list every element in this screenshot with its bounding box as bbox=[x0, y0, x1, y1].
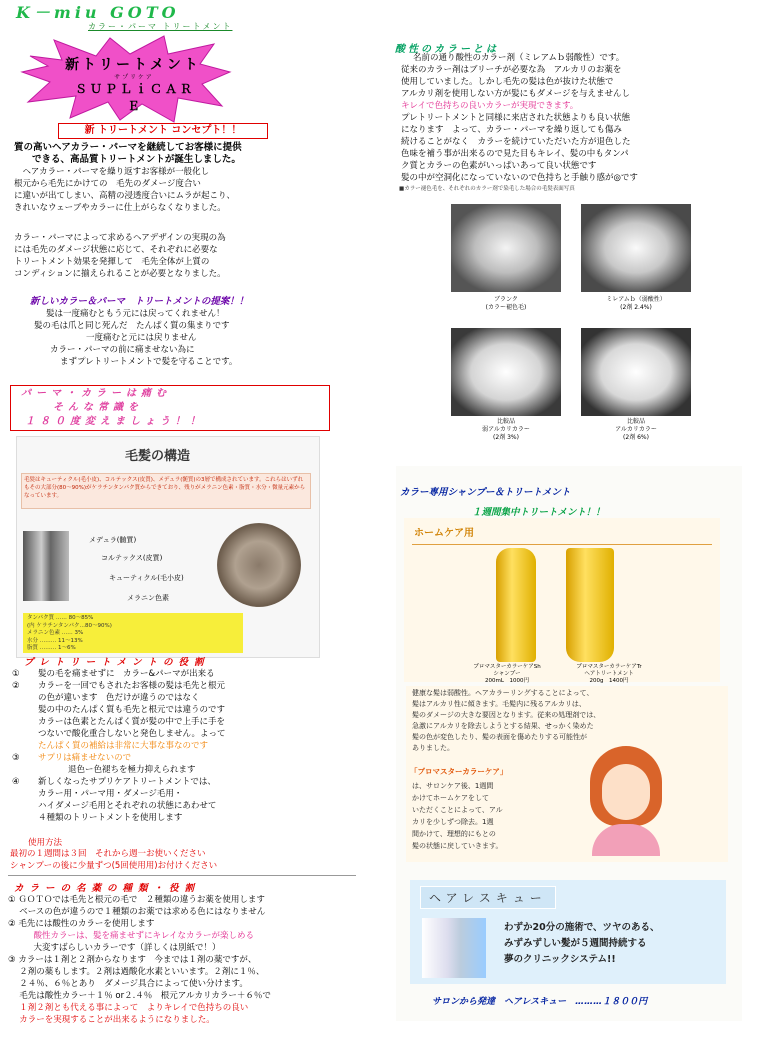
slogan-line-2: そんな常識を bbox=[53, 402, 143, 413]
text-line: ク質とカラーの色素がいっぱいあって良い状態です bbox=[401, 161, 597, 171]
care-lines bbox=[34, 308, 237, 368]
hair-rescue-product bbox=[422, 918, 486, 978]
label-cortex: コルテックス(皮質) bbox=[101, 554, 163, 562]
text-line: は、サロンケア後、1週間 bbox=[412, 782, 494, 790]
text-line: ヘアカラー・パーマを繰り返すお客様が一般化し bbox=[14, 167, 210, 177]
text-line: ありました。 bbox=[412, 744, 454, 752]
concept-paragraph-1 bbox=[14, 142, 242, 214]
text-line: できる、高品質トリートメントが誕生しました。 bbox=[32, 154, 241, 165]
text-line: ② 毛先には酸性のカラーを使用します bbox=[8, 919, 155, 929]
care-heading: 新しいカラー＆パーマ トリートメントの提案！！ bbox=[30, 296, 249, 307]
product-size: 200mL 1000円 bbox=[485, 678, 529, 684]
text-line: 夢のクリニックシステム!! bbox=[504, 954, 616, 965]
slogan-line-3: １８０度変えましょう！！ bbox=[25, 416, 205, 427]
text-line: カラー用・パーマ用・ダメージ毛用・ bbox=[38, 789, 183, 799]
product-treatment-caption bbox=[554, 664, 664, 685]
text-line: プレトリートメントと同様に来店された状態よりも良い状態 bbox=[401, 113, 631, 123]
divider bbox=[412, 544, 712, 545]
description-text bbox=[412, 688, 600, 754]
hair-rescue-title: ヘアレスキュー bbox=[420, 886, 556, 909]
label-text: (カラー褪色毛) bbox=[485, 304, 527, 311]
hair-strand-illustration bbox=[23, 531, 69, 601]
text-line: カラー・パーマの前に痛ませない為に bbox=[50, 345, 195, 355]
pre-item-2 bbox=[12, 680, 226, 752]
text-line: 髪は一度痛むともう元には戻ってくれません！ bbox=[46, 309, 225, 319]
label-text: アルカリカラー bbox=[615, 426, 657, 433]
text-line: いただくことによって、アル bbox=[412, 806, 503, 814]
text-line: 間かけて、理想的にもとの bbox=[412, 830, 496, 838]
hair-rescue-box bbox=[410, 880, 726, 984]
text-line: 大変すばらしいカラーです（詳しくは別紙で！） bbox=[8, 943, 221, 953]
text-line: 質の高いヘアカラー・パーマを継続してお客様に提供 bbox=[14, 142, 242, 153]
composition-row: 脂質 ……… 1〜6% bbox=[27, 645, 76, 651]
text-line: カリを少しずつ除去。1週 bbox=[412, 818, 494, 826]
hair-rescue-text bbox=[504, 920, 660, 968]
label-text: (2剤 6%) bbox=[623, 434, 649, 441]
quote-title: 「プロマスターカラーケア」 bbox=[410, 767, 508, 776]
text-line: みずみずしい髪が５週間持続する bbox=[504, 938, 647, 949]
treatment-tube bbox=[566, 548, 614, 662]
acid-heading: 酸性のカラーとは bbox=[395, 44, 499, 55]
pre-item-1 bbox=[12, 668, 226, 680]
text-line: 髪の中が空洞化になっていないので色持ちと手触り感が◎です bbox=[401, 173, 638, 183]
starburst-line2: ＳＵＰＬｉＣＡＲＥ bbox=[74, 82, 195, 113]
composition-row: メラニン色素 …… 3% bbox=[27, 630, 84, 636]
text-line: コンディションに揃えられることが必要となりました。 bbox=[14, 269, 226, 279]
text-line: 健康な髪は弱酸性。ヘアカラーリングすることによって、 bbox=[412, 689, 594, 697]
text-line: カラーを実現することが出来るようになりました。 bbox=[8, 1015, 215, 1025]
label-text: 比較品 bbox=[496, 418, 515, 425]
product-type: ヘアトリートメント bbox=[584, 671, 634, 677]
pre-item-3 bbox=[12, 752, 226, 776]
text-line: １剤２剤とも代える事によって よりキレイで色持ちの良い bbox=[8, 1003, 249, 1013]
text-line: ２剤の薬もします。２剤は過酸化水素といいます。２剤に１％、 bbox=[8, 967, 265, 977]
acid-text bbox=[401, 52, 638, 184]
hair-rescue-price: サロンから発達 ヘアレスキュー ………１８００円 bbox=[432, 997, 648, 1007]
text-line: 退色ー色褪ちを極力抑えられます bbox=[68, 765, 196, 775]
label-text: ブランク bbox=[494, 296, 518, 303]
text-line: になります よって、カラー・パーマを繰り返しても傷み bbox=[401, 125, 622, 135]
text-line: 新しくなったサプリケアトリートメントでは、 bbox=[38, 777, 216, 787]
text-line: カラーは色素とたんぱく質が髪の中で上手に手を bbox=[38, 717, 226, 727]
product-photo-area bbox=[404, 518, 720, 682]
text-line: ベースの色が違うので１種類のお薬では求める色にはなりません bbox=[8, 907, 266, 917]
pre-list bbox=[12, 668, 226, 824]
text-line: 色味を補う事が出来るので見た目もキレイ、髪の中もタンパ bbox=[401, 149, 629, 159]
text-line: 髪の中のたんぱく質も毛先と根元では違うのです bbox=[38, 705, 226, 715]
text-line: ハイダメージ毛用とそれぞれの状態にあわせて bbox=[38, 801, 217, 811]
quote-text bbox=[412, 780, 503, 852]
shampoo-heading: カラー専用シャンプー＆トリートメント bbox=[400, 487, 571, 498]
hair-structure-figure bbox=[16, 436, 320, 658]
label-text: 比較品 bbox=[626, 418, 645, 425]
text-line: かけてホームケアをして bbox=[412, 794, 489, 802]
divider bbox=[8, 875, 356, 876]
item-number: ③ bbox=[12, 753, 20, 763]
text-line: 急激にアルカリを除去しようとする結果、せっかく染めた bbox=[412, 722, 594, 730]
usage-label: 使用方法 bbox=[28, 838, 63, 848]
label-cuticle: キューティクル(毛小皮) bbox=[109, 574, 184, 582]
salon-subtitle: カラー・パーマ トリートメント bbox=[88, 22, 233, 31]
composition-table bbox=[23, 613, 243, 653]
label-medulla: メデュラ(髄質) bbox=[89, 536, 137, 544]
text-line: サプリは痛ませないので bbox=[38, 753, 132, 763]
slogan-box bbox=[10, 385, 330, 431]
text-line: 髪のダメージの大きな要因となります。従来の処理剤では、 bbox=[412, 711, 601, 719]
composition-row: (内 ケラチンタンパク…80〜90%) bbox=[27, 622, 112, 629]
text-line: の色が違います 色だけが違うのではなく bbox=[38, 693, 200, 703]
text-line: 酸性カラーは、髪を痛ませずにキレイなカラーが楽しめる bbox=[8, 931, 254, 941]
acid-color-panel bbox=[393, 34, 737, 454]
label-text: (2剤 3%) bbox=[493, 434, 519, 441]
text-line: 続けることがなく カラーを続けていただいた方が退色した bbox=[401, 137, 631, 147]
concept-paragraph-2 bbox=[14, 232, 226, 280]
text-line: ２４％、６％とあり ダメージ具合によって使い分けます。 bbox=[8, 979, 248, 989]
text-line: きれいなウェーブやカラーに仕上がらなくなりました。 bbox=[14, 203, 226, 213]
text-line: 使用していました。しかし毛先の髪は色が抜けた状態で bbox=[401, 77, 614, 87]
product-name: プロマスターカラーケアSh bbox=[473, 664, 541, 670]
photo-blank-label bbox=[451, 296, 561, 312]
text-line: つないで酸化重合しないと発色しません。よって bbox=[38, 729, 226, 739]
photo-caption: ■カラー褪色毛を、それぞれのカラー剤で染毛した場合の毛髪表面写真 bbox=[399, 186, 575, 192]
text-line: 従来のカラー剤はブリーチが必要な為 アルカリのお薬を bbox=[401, 65, 622, 75]
text-line: 根元から毛先にかけての 毛先のダメージ度合い bbox=[14, 179, 201, 189]
label-text: (2剤 2.4%) bbox=[620, 304, 652, 311]
text-line: 髪の状態に戻していきます。 bbox=[412, 842, 503, 850]
usage-line-1: 最初の１週間は３回 それから週一お使いください bbox=[10, 849, 206, 859]
text-line: たんぱく質の補給は非常に大事な事なのです bbox=[38, 741, 209, 751]
photo-weak-alkali-label bbox=[451, 418, 561, 442]
text-line: ① ＧＯＴＯでは毛先と根元の毛で ２種類の違うお薬を使用します bbox=[8, 895, 265, 905]
label-text: ミレアムｂ（弱酸性） bbox=[606, 296, 666, 303]
hair-cross-section-illustration bbox=[217, 523, 301, 607]
pre-item-4 bbox=[12, 776, 226, 824]
slogan-line-1: パーマ・カラーは痛む bbox=[21, 388, 171, 399]
product-size: 200g 1400円 bbox=[589, 678, 629, 684]
text-line: キレイで色持ちの良いカラーが実現できます。 bbox=[401, 101, 579, 111]
shampoo-sub: １週間集中トリートメント！！ bbox=[472, 507, 605, 518]
composition-row: 水分 ……… 11〜13% bbox=[27, 637, 83, 644]
starburst-ruby: サ プ リ ケ ア bbox=[114, 74, 152, 81]
text-line: 髪はアルカリ性に傾きます。毛髪内に残るアルカリは、 bbox=[412, 700, 586, 708]
text-line: トリートメント効果を発揮して 毛先全体が上質の bbox=[14, 257, 210, 267]
text-line: に違いが出てしまい、高精の浸透度合いにムラが起こり、 bbox=[14, 191, 236, 201]
product-type: シャンプー bbox=[493, 671, 521, 677]
text-line: には毛先のダメージ状態に応じて、それぞれに必要な bbox=[14, 245, 218, 255]
shampoo-bottle bbox=[496, 548, 536, 662]
text-line: ４種類のトリートメントを使用します bbox=[38, 813, 183, 823]
photo-weak-alkali bbox=[451, 328, 561, 416]
description-area bbox=[406, 686, 728, 862]
homecare-label: ホームケア用 bbox=[414, 528, 474, 539]
text-line: 髪の毛は爪と同じ死んだ たんぱく質の集まりです bbox=[34, 321, 230, 331]
usage-line-2: シャンプーの後に少量ずつ(5回使用用)お付けください bbox=[10, 861, 218, 871]
photo-blank bbox=[451, 204, 561, 292]
text-line: ③ カラーは１剤と２剤からなります 今までは１剤の薬ですが、 bbox=[8, 955, 257, 965]
item-number: ② bbox=[12, 681, 20, 691]
photo-milleam-label bbox=[581, 296, 691, 312]
text-line: 髪の色が変色したり、髪の表面を傷めたりする可能性が bbox=[412, 733, 587, 741]
pre-heading: プレトリートメントの役割 bbox=[24, 657, 210, 668]
composition-row: タンパク質 …… 80〜85% bbox=[27, 615, 94, 621]
shampoo-panel bbox=[396, 466, 742, 1021]
text-line: まずプレトリートメントで髪を守ることです。 bbox=[60, 357, 238, 367]
drugs-heading: カラーの名薬の種類・役割 bbox=[14, 883, 201, 894]
text-line: 髪の毛を痛ませずに カラー&パーマが出来る bbox=[38, 669, 215, 679]
starburst-line1: 新トリートメント bbox=[65, 57, 201, 73]
salon-title: K－miu GOTO bbox=[16, 3, 180, 22]
item-number: ④ bbox=[12, 777, 20, 787]
photo-milleam bbox=[581, 204, 691, 292]
photo-alkali-label bbox=[581, 418, 691, 442]
text-line: 一度痛むと元には戻りません bbox=[86, 333, 197, 343]
text-line: 毛先は酸性カラー＋１％ or２.４％ 根元アルカリカラー＋６％で bbox=[8, 991, 271, 1001]
product-name: プロマスターカラーケアTr bbox=[576, 664, 642, 670]
label-melanin: メラニン色素 bbox=[127, 594, 169, 602]
text-line: わずか20分の施術で、ツヤのある、 bbox=[504, 922, 660, 933]
product-shampoo-caption bbox=[452, 664, 562, 685]
text-line: 名前の通り酸性のカラー剤（ミレアムｂ弱酸性）です。 bbox=[413, 53, 625, 63]
structure-description: 毛髪はキューティクル(毛小皮)、コルテックス(皮質)、メデュラ(髄質)の3層で構成されています。これらはいずれもその大部分(80〜90%)がケラチンタンパク質からできており、残りがメラニン色素・脂質・水分・微量元素からなっています。 bbox=[21, 473, 311, 509]
woman-illustration bbox=[570, 746, 680, 856]
drugs-list bbox=[8, 894, 271, 1026]
text-line: アルカリ剤を使用しない方が髪にもダメージを与えませんし bbox=[401, 89, 630, 99]
item-number: ① bbox=[12, 669, 20, 679]
concept-heading: 新 トリートメント コンセプト！！ bbox=[58, 123, 268, 139]
photo-alkali bbox=[581, 328, 691, 416]
text-line: カラーを一回でもされたお客様の髪は毛先と根元 bbox=[38, 681, 226, 691]
text-line: カラー・パーマによって求めるヘアデザインの実現の為 bbox=[14, 233, 226, 243]
structure-title: 毛髪の構造 bbox=[125, 449, 191, 464]
label-text: 弱アルカリカラー bbox=[482, 426, 530, 433]
